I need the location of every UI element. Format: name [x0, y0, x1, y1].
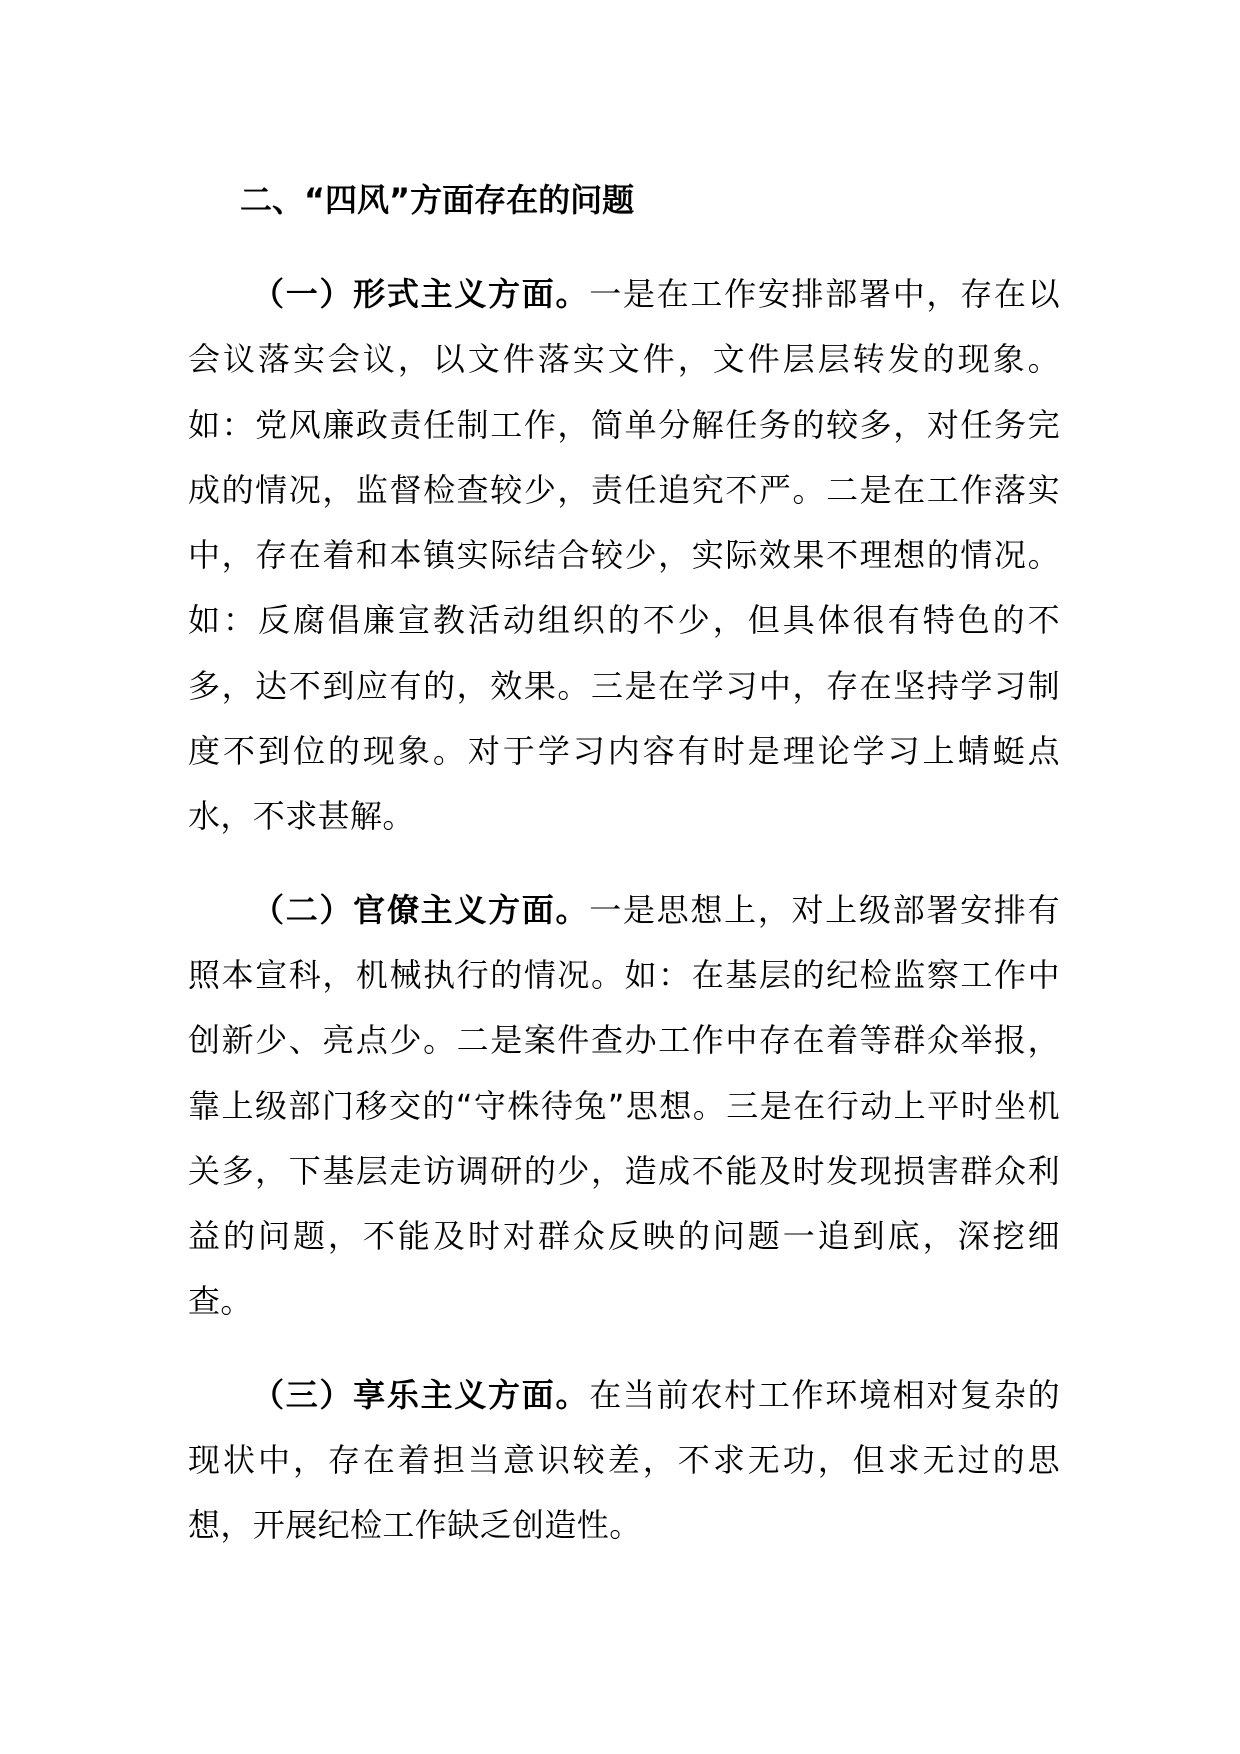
- paragraph-hedonism: [188, 1363, 1060, 1559]
- paragraph-body: 一是思想上，对上级部署安排有照本宣科，机械执行的情况。如：在基层的纪检监察工作中创新少、亮点少。二是案件查办工作中存在着等群众举报，靠上级部门移交的“守株待兔”思想。三是在行动上平时坐机关多，下基层走访调研的少，造成不能及时发现损害群众利益的问题，不能及时对群众反映的问题一追到底，深挖细查。: [188, 890, 1060, 1321]
- section-heading: 二、“四风”方面存在的问题: [240, 181, 635, 219]
- paragraph-lead: （三）享乐主义方面。: [252, 1375, 590, 1414]
- paragraph-body: 一是在工作安排部署中，存在以会议落实会议，以文件落实文件，文件层层转发的现象。如：党风廉政责任制工作，简单分解任务的较多，对任务完成的情况，监督检查较少，责任追究不严。二是在工作落实中，存在着和本镇实际结合较少，实际效果不理想的情况。如：反腐倡廉宣教活动组织的不少，但具体很有特色的不多，达不到应有的，效果。三是在学习中，存在坚持学习制度不到位的现象。对于学习内容有时是理论学习上蜻蜓点水，不求甚解。: [188, 275, 1060, 836]
- paragraph-formalism: [188, 262, 1060, 850]
- paragraph-body: 在当前农村工作环境相对复杂的现状中，存在着担当意识较差，不求无功，但求无过的思想，开展纪检工作缺乏创造性。: [188, 1375, 1060, 1545]
- paragraph-lead: （一）形式主义方面。: [252, 275, 590, 313]
- paragraph-bureaucratism: [188, 878, 1060, 1335]
- document-body: [188, 168, 1060, 1587]
- paragraph-lead: （二）官僚主义方面。: [252, 890, 590, 929]
